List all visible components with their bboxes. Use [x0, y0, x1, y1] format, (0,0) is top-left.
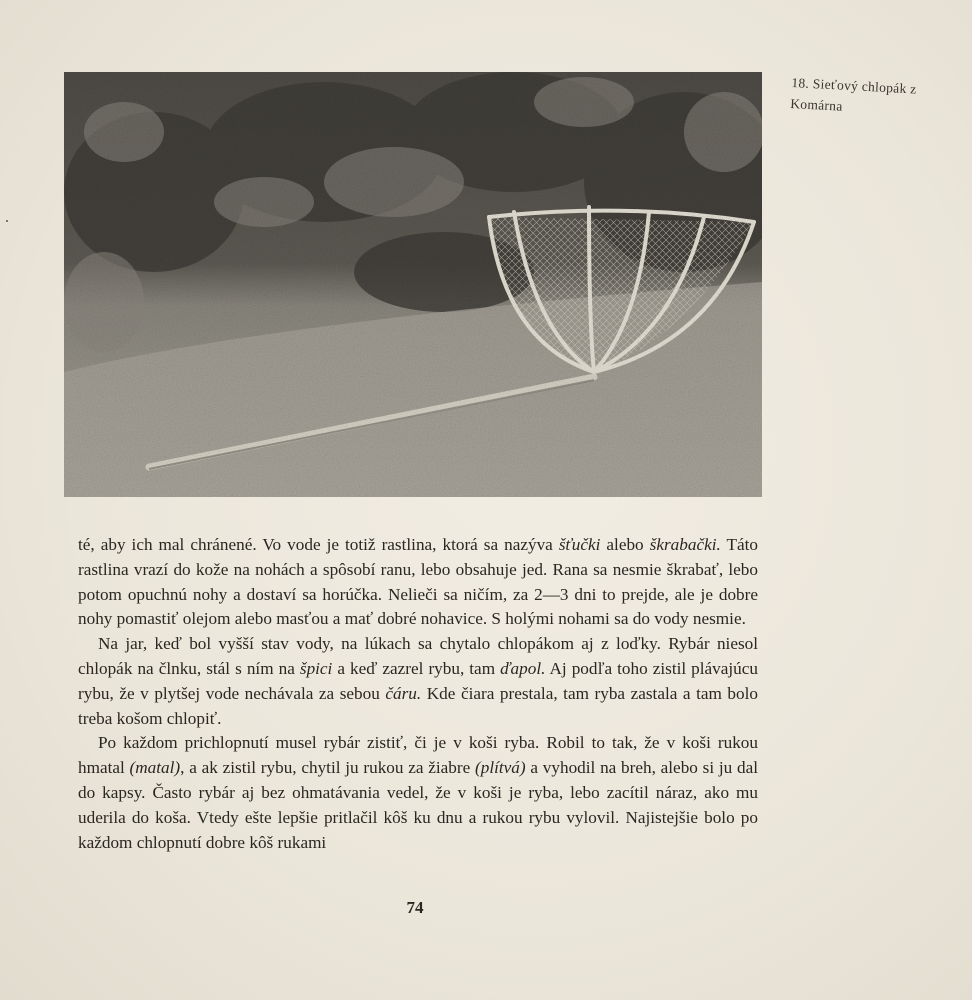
text-run: a keď zazrel rybu, tam [332, 658, 501, 678]
paragraph-3 [78, 731, 758, 855]
paragraph-2 [78, 632, 758, 731]
text-run: Kde čiara prestala, tam ryba zastala a tam bolo treba košom chlopiť. [78, 683, 758, 728]
italic-term: (matal) [129, 758, 181, 778]
text-run: Táto rastlina vrazí do kože na nohách a spôsobí ranu, lebo obsahuje jed. Rana sa nesmie škrabať, lebo potom opuchnú nohy a dostaví sa horúčka. Nelieči sa ničím, za 2—3 dni to prejde, ale je dobre nohy pomastiť olejom alebo masťou a mať dobré nohavice. S holými nohami sa do vody nesmie. [78, 535, 758, 629]
italic-term: špici [299, 658, 333, 678]
text-run: alebo [600, 535, 650, 554]
page-number: 74 [406, 898, 424, 917]
figure-photo-net-chlopak [64, 72, 762, 497]
italic-term: ďapol. [500, 658, 546, 678]
text-run: , a ak zistil rybu, chytil ju rukou za žiabre [180, 758, 476, 778]
body-text [78, 533, 758, 855]
page-speck [6, 220, 8, 222]
italic-term: škrabački. [649, 535, 721, 554]
figure-caption: 18. Sieťový chlopák z Komárna [789, 74, 917, 114]
italic-term: (plítvá) [475, 758, 526, 778]
italic-term: šťučki [558, 535, 601, 554]
text-run: Po každom prichlopnutí musel rybár zistiť, či je v koši ryba. Robil to tak, že v koši rukou hmatal [78, 733, 758, 778]
text-run: té, aby ich mal chránené. Vo vode je totiž rastlina, ktorá sa nazýva [78, 535, 559, 554]
text-run: a vyhodil na breh, alebo si ju dal do kapsy. Často rybár aj bez ohmatávania vedel, že v koši je ryba, lebo zacítil náraz, ako mu uderila do koša. Vtedy ešte lepšie pritlačil kôš ku dnu a rukou rybu vylovil. Najistejšie bolo po každom chlopnutí dobre kôš rukami [78, 758, 759, 852]
text-run: Aj podľa toho zistil plávajúcu rybu, že v plytšej vode nechávala za sebou [78, 658, 758, 703]
italic-term: čáru. [385, 683, 422, 703]
paragraph-1 [78, 533, 758, 632]
text-run: Na jar, keď bol vyšší stav vody, na lúkach sa chytalo chlopákom aj z loďky. Rybár niesol chlopák na člnku, stál s ním na [78, 634, 758, 678]
